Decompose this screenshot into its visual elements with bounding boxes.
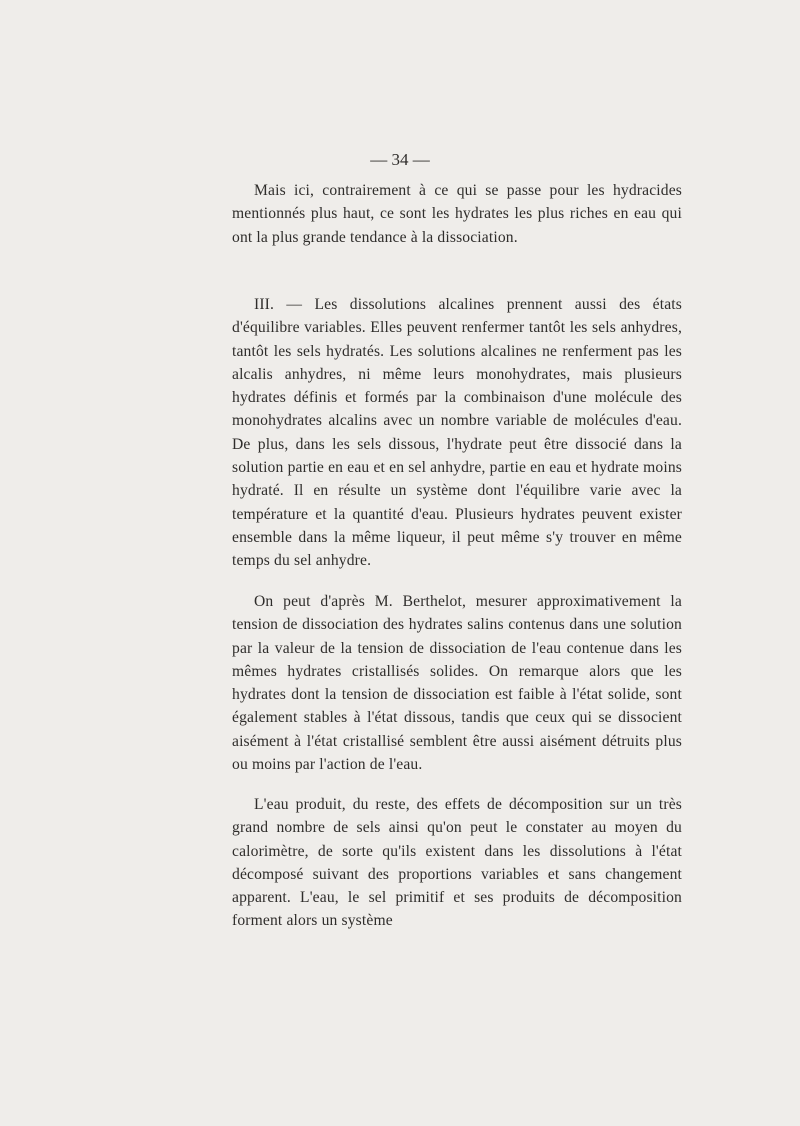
paragraph-dissolutions-alcalines — [232, 293, 682, 573]
paragraph-berthelot — [232, 590, 682, 776]
paragraph-text: III. — Les dissolutions alcalines prennent aussi des états d'équilibre variables. Elles peuvent renfermer tantôt les sels anhydres, tantôt les sels hydratés. Les solutions alcalines ne renferment pas les alcalis anhydres, ni même leurs monohydrates, mais plusieurs hydrates définis et formés par la combinaison d'une molécule des monohydrates alcalins avec un nombre variable de molécules d'eau. De plus, dans les sels dissous, l'hydrate peut être dissocié dans la solution partie en eau et en sel anhydre, partie en eau et hydrate moins hydraté. Il en résulte un système dont l'équilibre varie avec la température et la quantité d'eau. Plusieurs hydrates peuvent exister ensemble dans la même liqueur, il peut même s'y trouver en même temps du sel anhydre. — [232, 296, 682, 570]
paragraph-text: On peut d'après M. Berthelot, mesurer approximativement la tension de dissociation des hydrates salins contenus dans une solution par la valeur de la tension de dissociation de l'eau contenue dans les mêmes hydrates cristallisés solides. On remarque alors que les hydrates dont la tension de dissociation est faible à l'état solide, sont également stables à l'état dissous, tandis que ceux qui se dissocient aisément à l'état cristallisé semblent être aussi aisément détruits plus ou moins par l'action de l'eau. — [232, 593, 682, 774]
paragraph-text: Mais ici, contrairement à ce qui se passe pour les hydracides mentionnés plus haut, ce sont les hydrates les plus riches en eau qui ont la plus grande tendance à la dissociation. — [232, 182, 682, 246]
paragraph-hydracides — [232, 179, 682, 249]
paragraph-decomposition — [232, 793, 682, 933]
paragraph-text: L'eau produit, du reste, des effets de décomposition sur un très grand nombre de sels ainsi qu'on peut le constater au moyen du calorimètre, de sorte qu'ils existent dans les dissolutions à l'état décomposé suivant des proportions variables et sans changement apparent. L'eau, le sel primitif et ses produits de décomposition forment alors un système — [232, 796, 682, 930]
page-number: — 34 — — [370, 150, 430, 169]
